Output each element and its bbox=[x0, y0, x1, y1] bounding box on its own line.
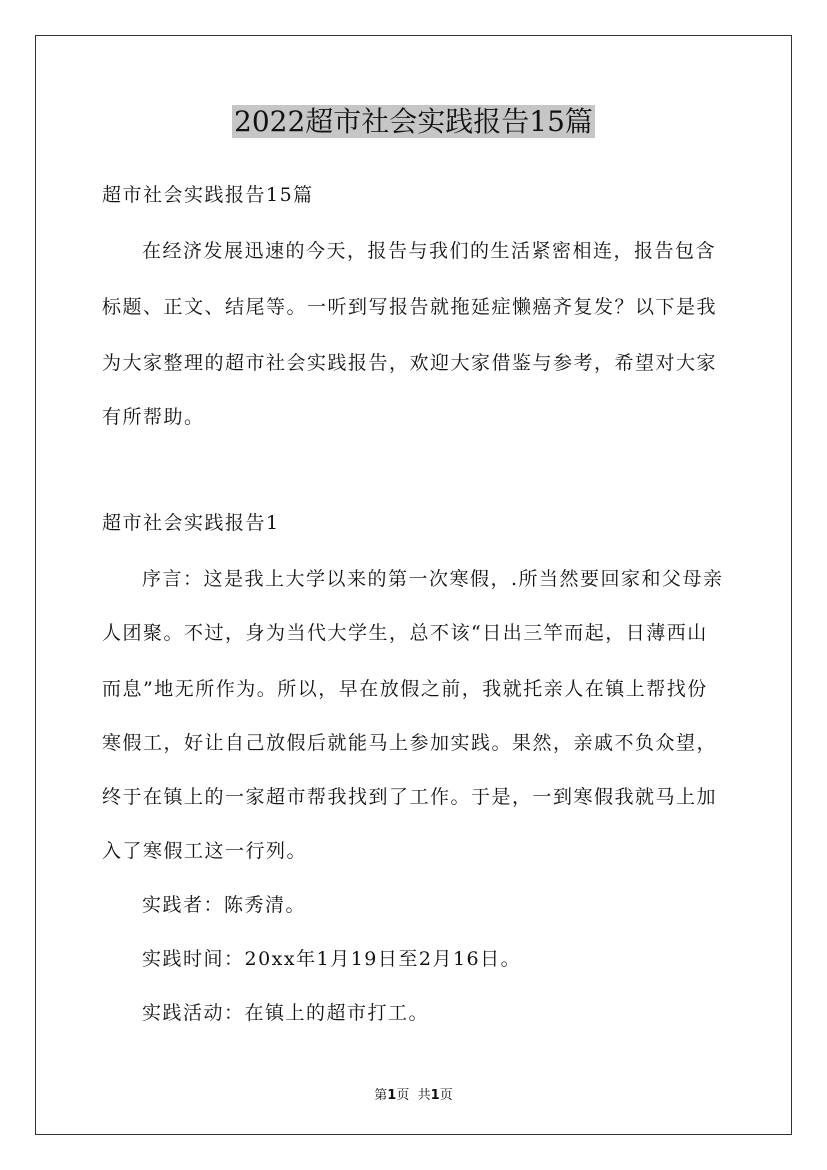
preface-line-2: 人团聚。不过，身为当代大学生，总不该“日出三竿而起，日薄西山 bbox=[102, 622, 708, 644]
preface-line-3: 而息”地无所作为。所以，早在放假之前，我就托亲人在镇上帮找份 bbox=[102, 678, 708, 700]
intro-line-1: 在经济发展迅速的今天，报告与我们的生活紧密相连，报告包含 bbox=[142, 240, 717, 262]
page-footer bbox=[0, 1084, 827, 1103]
preface-line-4: 寒假工，好让自己放假后就能马上参加实践。果然，亲戚不负众望， bbox=[102, 732, 718, 754]
practice-activity-line: 实践活动：在镇上的超市打工。 bbox=[142, 1002, 430, 1024]
preface-line-6: 入了寒假工这一行列。 bbox=[102, 840, 308, 862]
footer-total-suffix: 页 bbox=[439, 1088, 453, 1103]
footer-page-number: 1 bbox=[387, 1088, 397, 1103]
footer-total-number: 1 bbox=[430, 1088, 440, 1103]
section-heading: 超市社会实践报告1 bbox=[102, 512, 280, 534]
preface-line-1: 序言：这是我上大学以来的第一次寒假，.所当然要回家和父母亲 bbox=[142, 568, 724, 590]
intro-line-3: 为大家整理的超市社会实践报告，欢迎大家借鉴与参考，希望对大家 bbox=[102, 352, 718, 374]
footer-total-prefix: 共 bbox=[417, 1088, 431, 1103]
subtitle: 超市社会实践报告15篇 bbox=[102, 184, 314, 206]
document-title bbox=[0, 103, 827, 141]
footer-page-prefix: 第 bbox=[374, 1088, 388, 1103]
document-title-text: 2022超市社会实践报告15篇 bbox=[234, 105, 593, 138]
practice-time-line: 实践时间：20xx年1月19日至2月16日。 bbox=[142, 948, 522, 970]
preface-line-5: 终于在镇上的一家超市帮我找到了工作。于是，一到寒假我就马上加 bbox=[102, 786, 718, 808]
practitioner-line: 实践者：陈秀清。 bbox=[142, 894, 307, 916]
intro-line-2: 标题、正文、结尾等。一听到写报告就拖延症懒癌齐复发？以下是我 bbox=[102, 296, 718, 318]
intro-line-4: 有所帮助。 bbox=[102, 406, 205, 428]
footer-page-suffix: 页 bbox=[396, 1088, 410, 1103]
